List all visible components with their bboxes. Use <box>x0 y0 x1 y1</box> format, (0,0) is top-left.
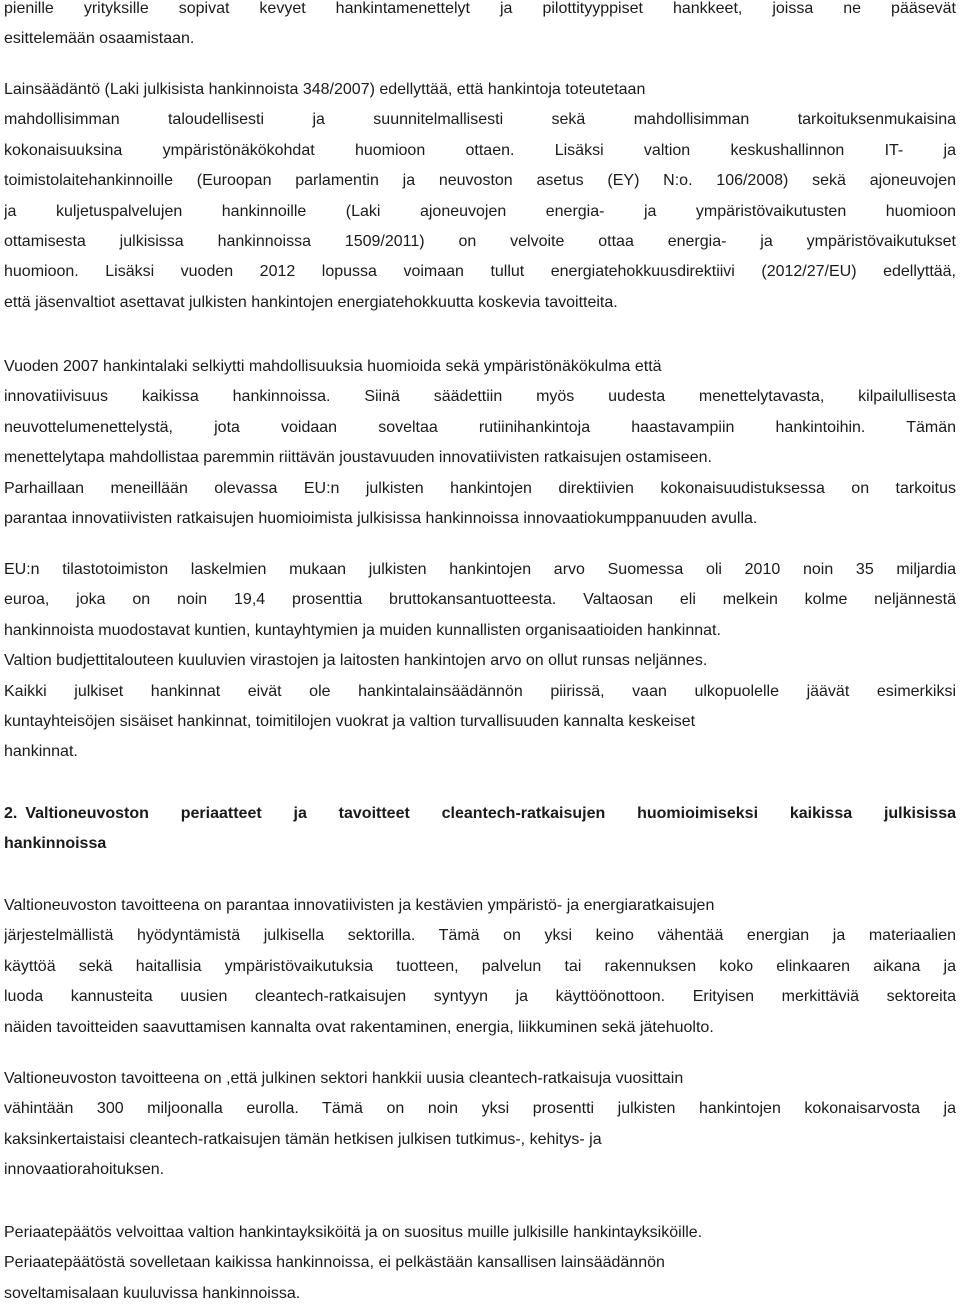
text-line: näiden tavoitteiden saavuttamisen kannalta ovat rakentaminen, energia, liikkuminen sekä jätehuolto. <box>4 1018 714 1036</box>
text-line: Parhaillaan meneillään olevassa EU:n julkisten hankintojen direktiivien kokonaisuudistuksessa on tarkoitus <box>4 479 956 497</box>
paragraph-legislation <box>4 75 956 318</box>
paragraph-government-goal <box>4 891 956 1043</box>
section-heading <box>4 799 956 860</box>
paragraph-procurement-law-2007 <box>4 352 956 534</box>
text-line: kuntayhteisöjen sisäiset hankinnat, toimitilojen vuokrat ja valtion turvallisuuden kannalta keskeiset <box>4 712 696 730</box>
text-line: euroa, joka on noin 19,4 prosenttia bruttokansantuotteesta. Valtaosan eli melkein kolme neljännestä <box>4 591 956 609</box>
text-line: pienille yrityksille sopivat kevyet hankintamenettelyt ja pilottityyppiset hankkeet, joissa ne pääsevät <box>4 0 956 17</box>
text-line: mahdollisimman taloudellisesti ja suunnitelmallisesti sekä mahdollisimman tarkoituksenmukaisina <box>4 111 956 129</box>
heading-line <box>4 799 956 829</box>
text-line: menettelytapa mahdollistaa paremmin riittävän joustavuuden innovatiivisten ratkaisujen ostamiseen. <box>4 449 712 467</box>
paragraph-cleantech-target <box>4 1064 956 1186</box>
text-line: ottamisesta julkisissa hankinnoissa 1509/2011) on velvoite ottaa energia- ja ympäristövaikutukset <box>4 232 956 250</box>
text-line: kaksinkertaistaisi cleantech-ratkaisujen tämän hetkisen julkisen tutkimus-, kehitys- ja <box>4 1130 602 1148</box>
text-line: ja kuljetuspalvelujen hankinnoille (Laki ajoneuvojen energia- ja ympäristövaikutusten huomioon <box>4 202 956 220</box>
text-line: käyttöä sekä haitallisia ympäristövaikutuksia tuotteen, palvelun tai rakennuksen koko elinkaaren aikana ja <box>4 957 956 975</box>
paragraph-resolution-scope <box>4 1218 956 1309</box>
text-line: Valtioneuvoston tavoitteena on ,että julkinen sektori hankkii uusia cleantech-ratkaisuja vuosittain <box>4 1070 684 1087</box>
text-line: Periaatepäätöstä sovelletaan kaikissa hankinnoissa, ei pelkästään kansallisen lainsäädännön <box>4 1254 665 1272</box>
text-line: Vuoden 2007 hankintalaki selkiytti mahdollisuuksia huomioida sekä ympäristönäkökulma että <box>4 358 662 375</box>
text-line: EU:n tilastotoimiston laskelmien mukaan julkisten hankintojen arvo Suomessa oli 2010 noin 35 miljardia <box>4 561 956 578</box>
text-line: Kaikki julkiset hankinnat eivät ole hankintalainsäädännön piirissä, vaan ulkopuolelle jäävät esimerkiksi <box>4 682 956 700</box>
text-line: järjestelmällistä hyödyntämistä julkisella sektorilla. Tämä on yksi keino vähentää energian ja materiaalien <box>4 927 956 945</box>
text-line: kokonaisuuksina ympäristönäkökohdat huomioon ottaen. Lisäksi valtion keskushallinnon IT- ja <box>4 141 956 159</box>
text-line: innovatiivisuus kaikissa hankinnoissa. Siinä säädettiin myös uudesta menettelytavasta, kilpailullisesta <box>4 388 956 406</box>
paragraph-intro-continuation <box>4 0 956 55</box>
text-line: huomioon. Lisäksi vuoden 2012 lopussa voimaan tullut energiatehokkuusdirektiivi (2012/27/EU) edellyttää, <box>4 263 956 281</box>
text-line: vähintään 300 miljoonalla eurolla. Tämä on noin yksi prosentti julkisten hankintojen kokonaisarvosta ja <box>4 1100 956 1118</box>
text-line: Valtion budjettitalouteen kuuluvien virastojen ja laitosten hankintojen arvo on ollut runsas neljännes. <box>4 652 708 670</box>
text-line: luoda kannusteita uusien cleantech-ratkaisujen syntyyn ja käyttöönottoon. Erityisen merkittäviä sektoreita <box>4 988 956 1006</box>
text-line: innovaatiorahoituksen. <box>4 1161 165 1179</box>
text-line: esittelemään osaamistaan. <box>4 30 195 48</box>
text-line: toimistolaitehankinnoille (Euroopan parlamentin ja neuvoston asetus (EY) N:o. 106/2008) sekä ajoneuvojen <box>4 172 956 190</box>
text-line: parantaa innovatiivisten ratkaisujen huomioimista julkisissa hankinnoissa innovaatiokumppanuuden avulla. <box>4 509 758 527</box>
text-line: että jäsenvaltiot asettavat julkisten hankintojen energiatehokkuutta koskevia tavoitteita. <box>4 293 618 311</box>
heading-number: 2. <box>4 805 18 822</box>
text-line: Lainsäädäntö (Laki julkisista hankinnoista 348/2007) edellyttää, että hankintoja toteutetaan <box>4 81 646 98</box>
text-line: hankinnat. <box>4 743 78 761</box>
paragraph-eurostat-statistics <box>4 555 956 768</box>
text-line: Periaatepäätös velvoittaa valtion hankintayksiköitä ja on suositus muille julkisille hankintayksiköille. <box>4 1224 703 1241</box>
heading-text: Valtioneuvoston periaatteet ja tavoitteet cleantech-ratkaisujen huomioimiseksi kaikissa julkisissa <box>25 805 956 822</box>
text-line: soveltamisalaan kuuluvissa hankinnoissa. <box>4 1284 301 1302</box>
text-line: hankinnoista muodostavat kuntien, kuntayhtymien ja muiden kunnallisten organisaatioiden hankinnat. <box>4 621 721 639</box>
heading-line: hankinnoissa <box>4 835 107 853</box>
text-line: Valtioneuvoston tavoitteena on parantaa innovatiivisten ja kestävien ympäristö- ja energiaratkaisujen <box>4 897 715 914</box>
text-line: neuvottelumenettelystä, jota voidaan soveltaa rutiinihankintoja haastavampiin hankintoihin. Tämän <box>4 418 956 436</box>
